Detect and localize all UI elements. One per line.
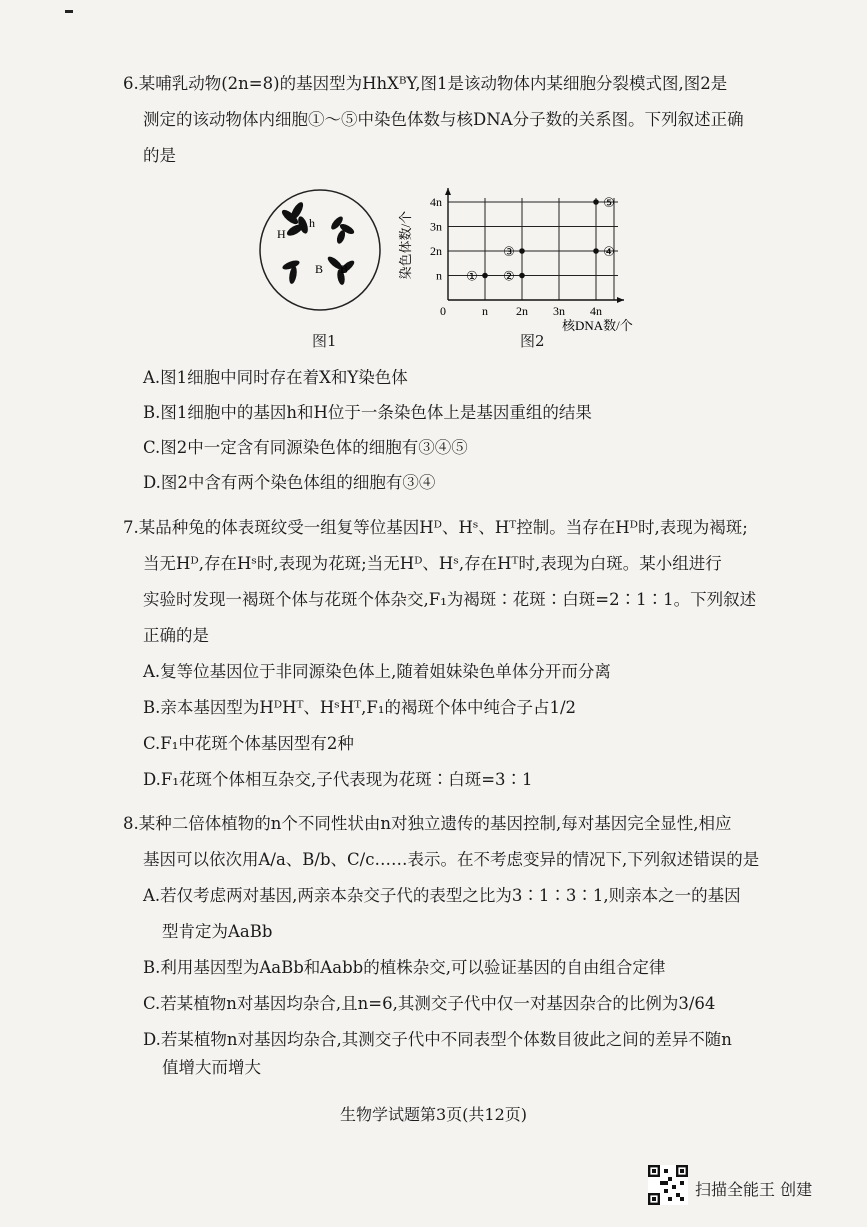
q8-option-a-cont: 型肯定为AaBb [162, 922, 273, 941]
data-point [593, 199, 599, 205]
fig1-caption: 图1 [312, 332, 337, 350]
q8-option-d-cont: 值增大而增大 [162, 1058, 261, 1077]
scanner-brand: 扫描全能王 创建 [695, 1180, 813, 1199]
data-point [593, 248, 599, 254]
q6-option-b[interactable]: B.图1细胞中的基因h和H位于一条染色体上是基因重组的结果 [143, 403, 592, 422]
chromosome-bottom-left [281, 259, 300, 285]
q6-option-c[interactable]: C.图2中一定含有同源染色体的细胞有③④⑤ [143, 438, 468, 457]
q7-stem-line3: 实验时发现一褐斑个体与花斑个体杂交,F₁为褐斑∶花斑∶白斑=2∶1∶1。下列叙述 [143, 590, 757, 609]
q6-stem-line2: 测定的该动物体内细胞①～⑤中染色体数与核DNA分子数的关系图。下列叙述正确 [143, 110, 744, 129]
gene-label-H: H [277, 227, 286, 241]
q7-stem-line2: 当无Hᴰ,存在Hˢ时,表现为花斑;当无Hᴰ、Hˢ,存在Hᵀ时,表现为白斑。某小组进行 [143, 554, 722, 573]
x-axis-label: 核DNA数/个 [562, 318, 633, 333]
gene-label-B1: B [315, 262, 324, 276]
y-tick-label: 2n [430, 244, 442, 258]
scan-speck [65, 10, 73, 13]
y-tick-label: 4n [430, 195, 442, 209]
fig2-chart [400, 178, 660, 338]
point-label: ⑤ [603, 196, 615, 211]
point-label: ① [466, 269, 478, 285]
y-axis-arrow [445, 188, 451, 195]
fig1-cell-diagram [255, 185, 385, 315]
y-tick-label: 3n [430, 219, 442, 234]
q7-option-a[interactable]: A.复等位基因位于非同源染色体上,随着姐妹染色单体分开而分离 [143, 662, 611, 681]
q7-option-d[interactable]: D.F₁花斑个体相互杂交,子代表现为花斑∶白斑=3∶1 [143, 770, 533, 789]
gene-label-B2: B [340, 262, 349, 276]
point-label: ③ [503, 245, 515, 260]
q6-stem-line1: 6.某哺乳动物(2n=8)的基因型为HhXᴮY,图1是该动物体内某细胞分裂模式图,图2是 [123, 74, 728, 93]
x-tick-label: 4n [590, 304, 602, 318]
q8-option-d[interactable]: D.若某植物n对基因均杂合,其测交子代中不同表型个体数目彼此之间的差异不随n [143, 1030, 732, 1049]
x-tick-label: n [482, 304, 488, 318]
data-point [519, 273, 525, 279]
q8-option-a[interactable]: A.若仅考虑两对基因,两亲本杂交子代的表型之比为3∶1∶3∶1,则亲本之一的基因 [143, 886, 741, 905]
q6-option-a[interactable]: A.图1细胞中同时存在着X和Y染色体 [143, 368, 408, 387]
page-footer: 生物学试题第3页(共12页) [339, 1105, 528, 1124]
x-tick-label: 2n [516, 304, 528, 318]
point-label: ④ [603, 245, 615, 260]
x-axis-arrow [617, 297, 624, 303]
q6-option-d[interactable]: D.图2中含有两个染色体组的细胞有③④ [143, 473, 436, 492]
data-point [519, 248, 525, 254]
fig2-caption: 图2 [520, 332, 545, 350]
origin-label: 0 [440, 304, 446, 318]
y-tick-label: n [436, 268, 442, 283]
q7-option-c[interactable]: C.F₁中花斑个体基因型有2种 [143, 734, 354, 753]
gene-label-h: h [309, 216, 315, 230]
y-axis-label: 染色体数/个 [398, 210, 413, 280]
point-label: ② [503, 269, 515, 285]
data-point [482, 273, 488, 279]
q8-stem-line2: 基因可以依次用A/a、B/b、C/c……表示。在不考虑变异的情况下,下列叙述错误的是 [143, 850, 760, 869]
chromosome-top-right [329, 215, 356, 245]
q7-stem-line1: 7.某品种兔的体表斑纹受一组复等位基因Hᴰ、Hˢ、Hᵀ控制。当存在Hᴰ时,表现为褐斑; [123, 518, 748, 537]
q7-stem-line4: 正确的是 [143, 626, 209, 645]
qr-code-icon [648, 1165, 688, 1205]
q6-stem-line3: 的是 [143, 146, 176, 165]
x-tick-label: 3n [553, 304, 565, 318]
q8-option-b[interactable]: B.利用基因型为AaBb和Aabb的植株杂交,可以验证基因的自由组合定律 [143, 958, 666, 977]
q8-option-c[interactable]: C.若某植物n对基因均杂合,且n=6,其测交子代中仅一对基因杂合的比例为3/64 [143, 994, 716, 1013]
q8-stem-line1: 8.某种二倍体植物的n个不同性状由n对独立遗传的基因控制,每对基因完全显性,相应 [123, 814, 732, 833]
q7-option-b[interactable]: B.亲本基因型为HᴰHᵀ、HˢHᵀ,F₁的褐斑个体中纯合子占1/2 [143, 698, 577, 717]
